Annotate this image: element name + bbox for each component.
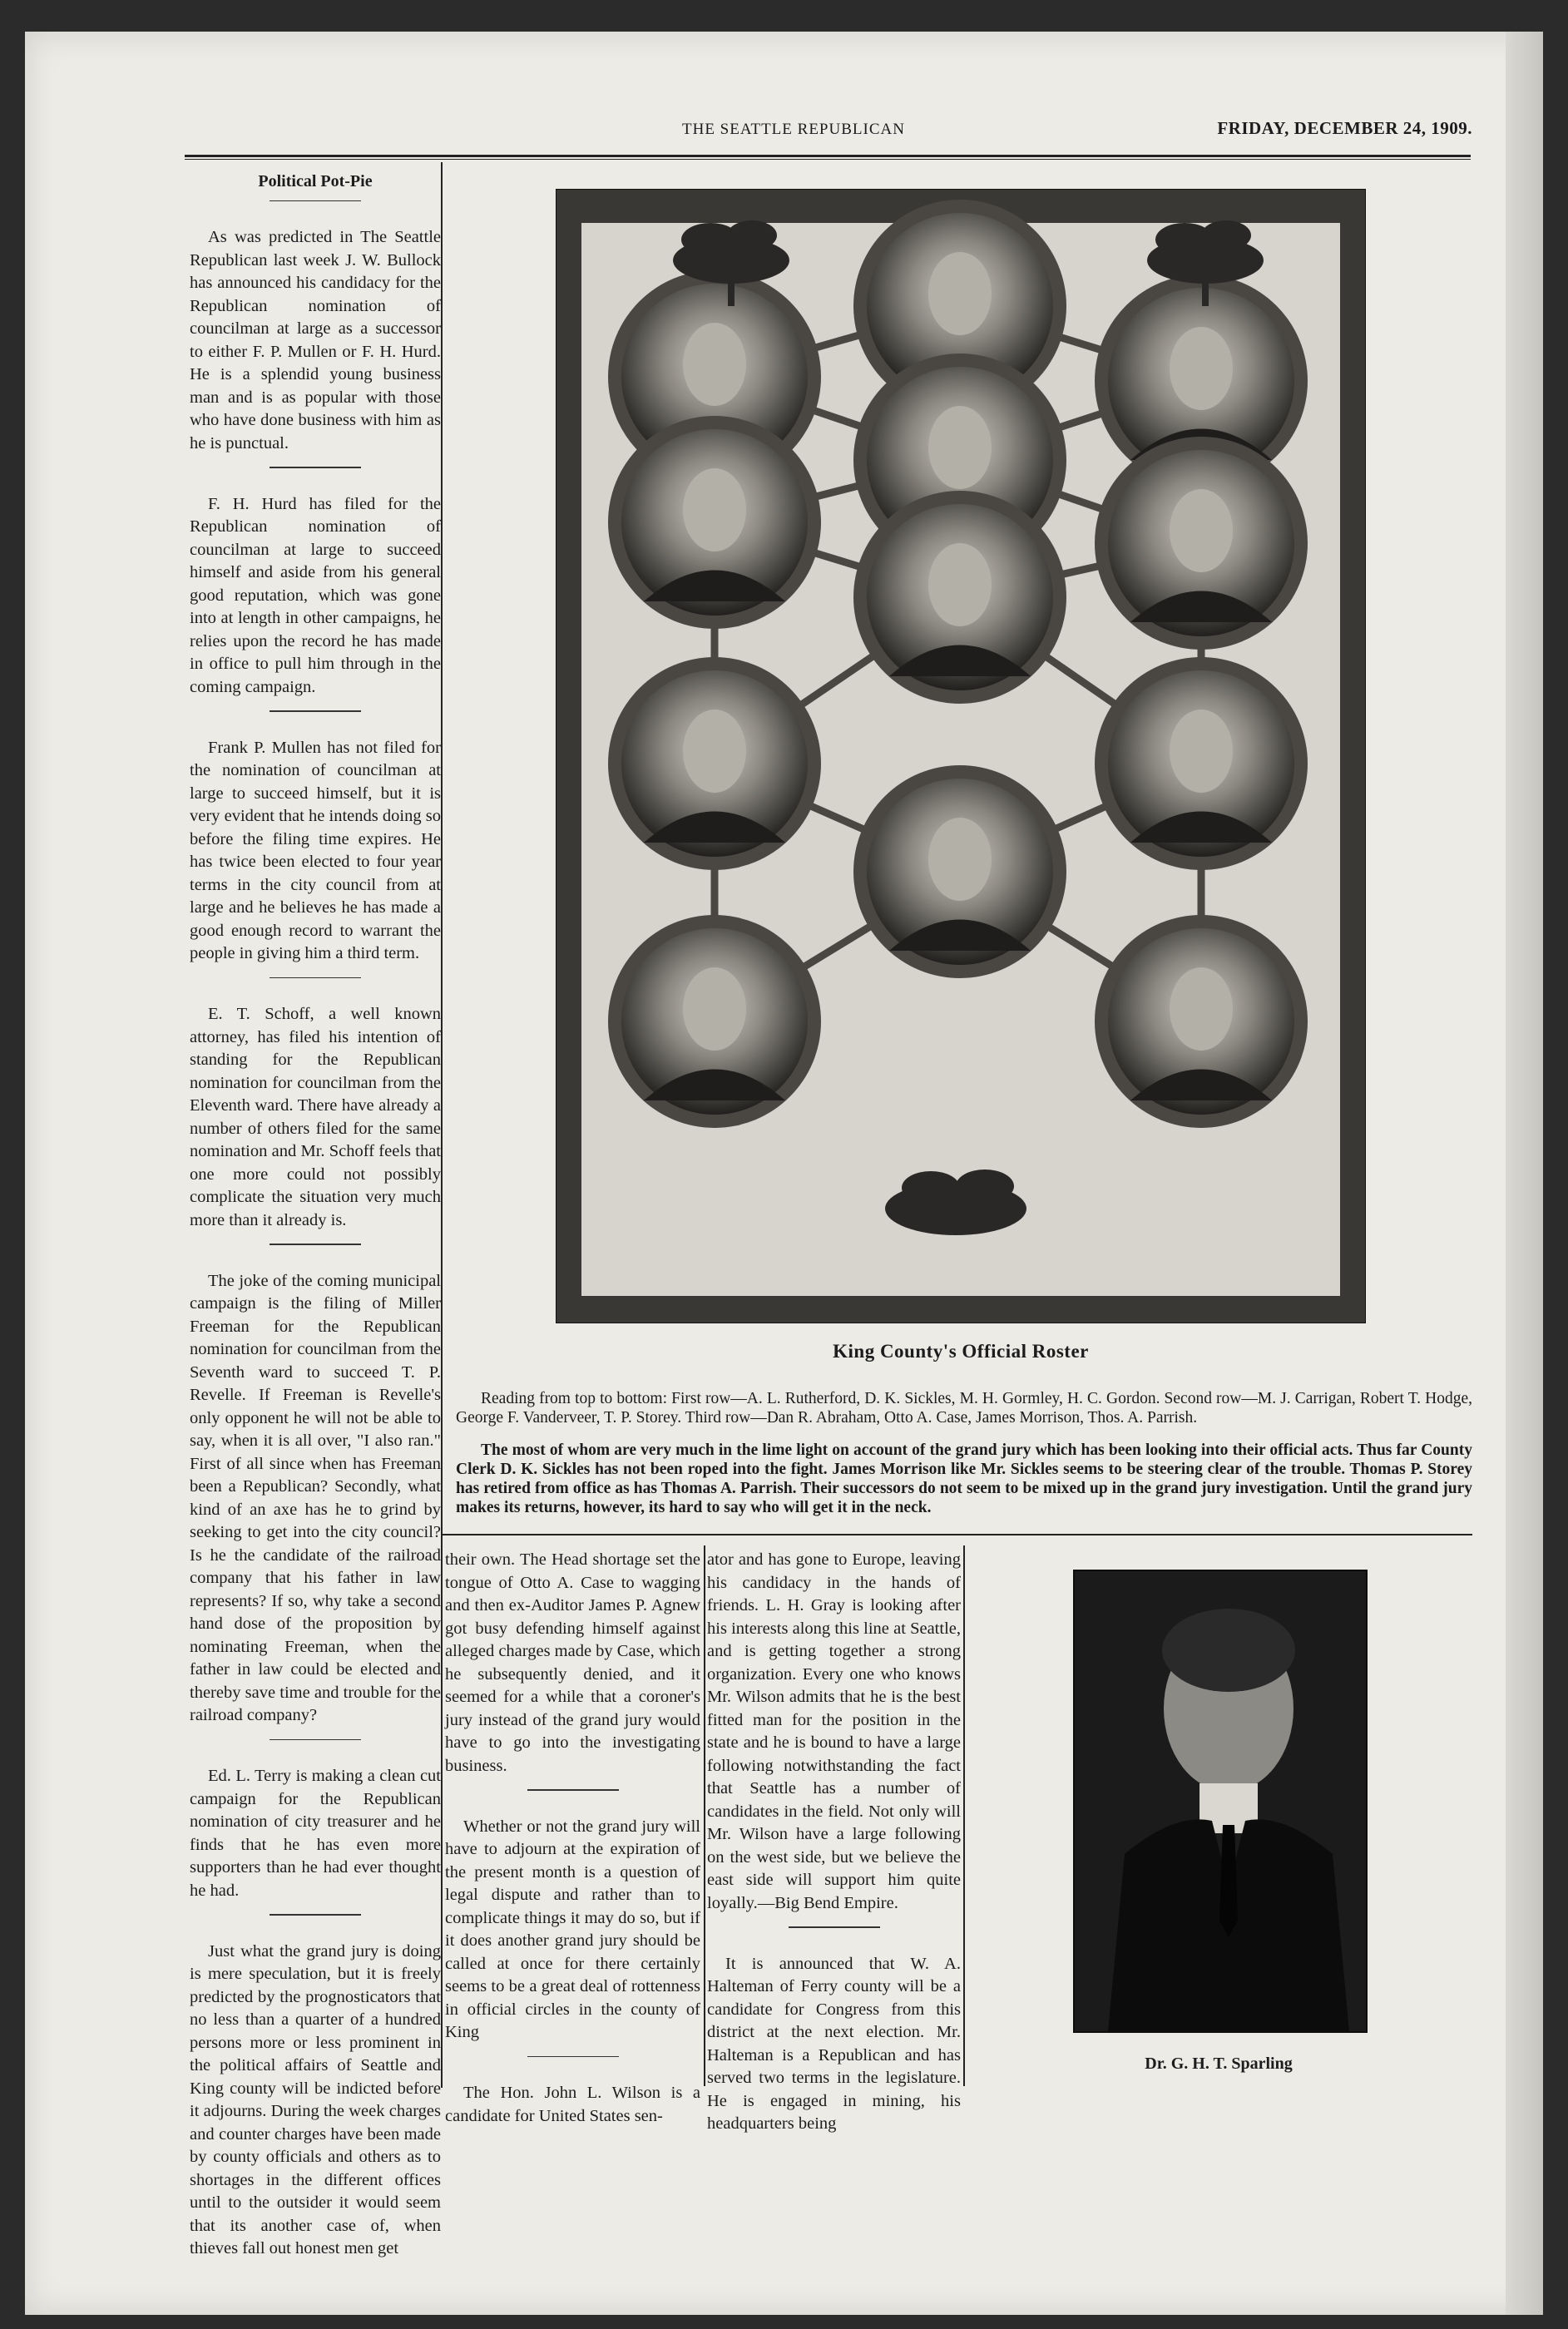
roster-photo-collage [556, 189, 1366, 1323]
separator [789, 1926, 880, 1928]
article-paragraph: Just what the grand jury is doing is mere speculation, but it is freely predicted by the prognosticators that no less than a quarter of a hundred persons more or less prominent in the political affairs of Seattle and King county will be indicted before it adjourns. During the week charges and counter charges have been made by county officials and others as to shortages in the different offices until to the outsider it would seem that its another case of, when thieves fall out honest men get [190, 1941, 441, 2257]
roster-names: Reading from top to bottom: First row—A. L. Rutherford, D. K. Sickles, M. H. Gormley, H. C. Gordon. Second row—M. J. Carrigan, Robert T. Hodge, George F. Vanderveer, T. P. Storey. Third row—Dan R. Abraham, Otto A. Case, James Morrison, Thos. A. Parrish. [456, 1390, 1472, 1427]
separator [270, 1244, 361, 1245]
separator [270, 1914, 361, 1916]
page-header [162, 91, 1472, 141]
roster-portrait [853, 491, 1066, 704]
separator [270, 467, 361, 468]
section-rule [442, 1534, 1472, 1535]
ornament-tree-icon [885, 1169, 1026, 1235]
column-rule [963, 1545, 965, 2086]
article-paragraph: As was predicted in The Seattle Republican last week J. W. Bullock has announced his candidacy for the Republican nomination of councilman at large as a successor to either F. P. Mullen or F. H. Hurd. He is a splendid young business man and is as popular with those who have done business with him as he is punctual. [190, 228, 441, 452]
header-rule-thin [185, 159, 1471, 160]
header-rule [185, 155, 1471, 157]
middle-column [445, 1549, 700, 2139]
separator [527, 2056, 619, 2058]
article-paragraph: F. H. Hurd has filed for the Republican nomination of councilman at large to succeed himself and aside from his general good reputation, which was gone into at length in other campaigns, he relies upon the record he has made in office to pull him through in the coming campaign. [190, 494, 441, 696]
left-column [190, 171, 441, 2272]
roster-portrait [1095, 657, 1308, 870]
separator [270, 977, 361, 979]
separator [270, 710, 361, 712]
roster-portrait [1095, 915, 1308, 1128]
column-heading: Political Pot-Pie [258, 172, 373, 190]
separator [527, 1789, 619, 1791]
roster-portrait [853, 765, 1066, 978]
column-rule [704, 1545, 705, 2086]
roster-portrait [608, 915, 821, 1128]
column-rule [441, 162, 443, 2088]
article-paragraph: their own. The Head shortage set the tongue of Otto A. Case to wagging and then ex-Auditor James P. Agnew got busy defending himself against alleged charges made by Case, which he subsequently denied, and it seemed for a while that a coroner's jury instead of the grand jury would have to go into the investigating business. [445, 1550, 701, 1775]
article-paragraph: Whether or not the grand jury will have to adjourn at the expiration of the present month is a question of legal dispute and rather than to complicate things it may do so, but if it does another grand jury should be called at once for there certainly seems to be a great deal of rottenness in official circles in the county of King [445, 1817, 700, 2041]
roster-portrait [1095, 437, 1308, 650]
roster-caption-title: King County's Official Roster [833, 1341, 1089, 1362]
portrait-caption: Dr. G. H. T. Sparling [1145, 2055, 1293, 2073]
separator [270, 200, 361, 202]
roster-commentary: The most of whom are very much in the lime light on account of the grand jury which has been looking into their official acts. Thus far County Clerk D. K. Sickles has not been roped into the fight. James Morrison like Mr. Sickles seems to be steering clear of the trouble. Thomas P. Storey has retired from office as has Thomas A. Parrish. Their successors do not seem to be mixed up in the grand jury investigation. Until the grand jury makes its returns, however, its hard to say who will get it in the neck. [456, 1441, 1472, 1516]
article-paragraph: The joke of the coming municipal campaign is the filing of Miller Freeman for the Republican nomination for councilman from the Seventh ward to succeed T. P. Revelle. If Freeman is Revelle's only opponent he will not be able to say, when it is all over, "I also ran." First of all since when has Freeman been a Republican? Secondly, what kind of an axe has he to grind by seeking to get into the city council? Is he the candidate of the railroad company that his father in law represents? If so, why take a second hand dose of the proposition by nominating Freeman, when the father in law could be elected and thereby save time and trouble for the railroad company? [190, 1271, 441, 1724]
separator [270, 1739, 361, 1741]
article-paragraph: The Hon. John L. Wilson is a candidate for United States sen- [445, 2084, 700, 2125]
page-edge [1506, 32, 1543, 2315]
portrait-photo [1073, 1570, 1368, 2033]
article-paragraph: It is announced that W. A. Halteman of Ferry county will be a candidate for Congress from this district at the next election. Mr. Halteman is a Republican and has served two terms in the legislature. He is engaged in mining, his headquarters being [707, 1954, 961, 2133]
right-column [707, 1549, 961, 2148]
article-paragraph: E. T. Schoff, a well known attorney, has filed his intention of standing for the Republican nomination for councilman from the Eleventh ward. There have already a number of others filed for the same nomination and Mr. Schoff feels that one more could not possibly complicate the situation very much more than it already is. [190, 1005, 441, 1229]
portrait-figure [1075, 1571, 1366, 2031]
article-paragraph: Ed. L. Terry is making a clean cut campaign for the Republican nomination of city treasurer and he finds that he has even more supporters than he had ever thought he had. [190, 1767, 441, 1900]
article-paragraph: Frank P. Mullen has not filed for the nomination of councilman at large to succeed himself, but it is very evident that he intends doing so before the filing time expires. He has twice been elected to four year terms in the city council from at large and he believes he has made a good enough record to warrant the people in giving him a third term. [190, 738, 441, 962]
roster-portrait [608, 657, 821, 870]
roster-caption-title-wrap [449, 1341, 1472, 1366]
article-paragraph: ator and has gone to Europe, leaving his candidacy in the hands of friends. L. H. Gray is looking after his interests along this line at Seattle, and is getting together a strong organization. Every one who knows Mr. Wilson admits that he is the best fitted man for the position in the state and he is bound to have a large following notwithstanding the fact that Seattle has a number of candidates in the field. Not only will Mr. Wilson have a large following on the west side, but we believe the east side will support him quite loyally.—Big Bend Empire. [707, 1550, 961, 1912]
newspaper-title: THE SEATTLE REPUBLICAN [682, 121, 905, 138]
roster-portrait [608, 416, 821, 629]
roster-lattice [556, 190, 1365, 1323]
issue-date: FRIDAY, DECEMBER 24, 1909. [1217, 118, 1472, 138]
